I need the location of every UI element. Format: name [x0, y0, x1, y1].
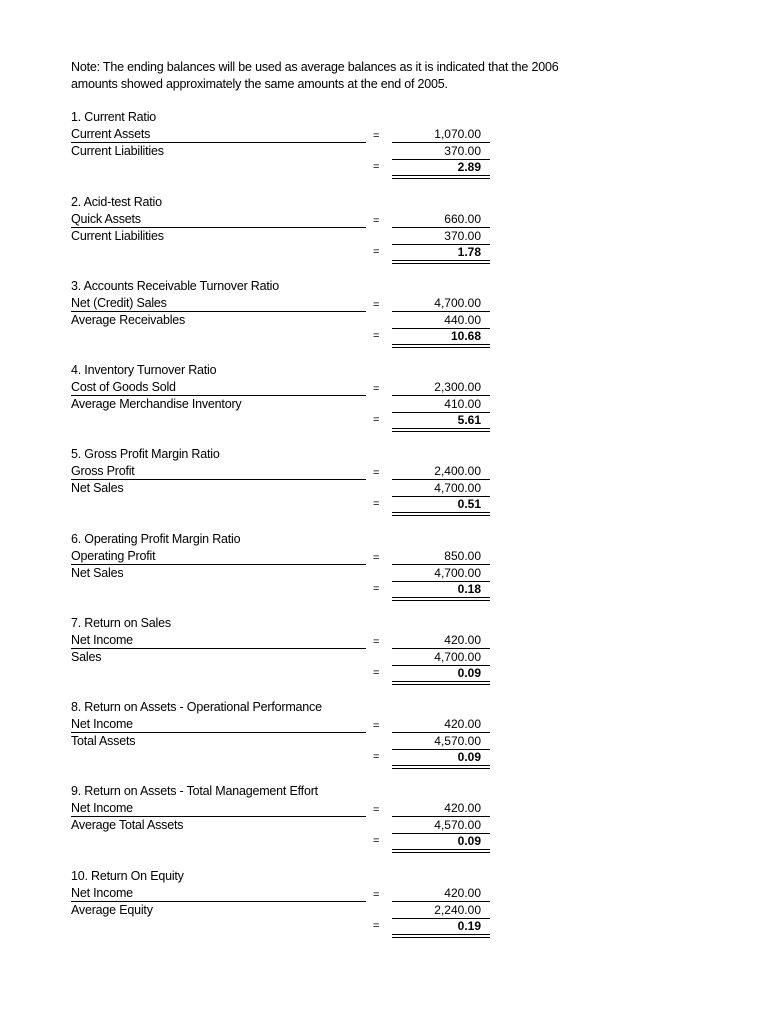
denominator-label: Total Assets	[71, 734, 136, 748]
ratio-block-roa-total-management	[0, 783, 768, 863]
numerator-label: Cost of Goods Sold	[71, 380, 176, 394]
result-double-underline	[392, 175, 490, 179]
result-equals-sign: =	[373, 751, 380, 763]
denominator-value: 4,700.00	[434, 481, 481, 495]
numerator-label: Net Income	[71, 633, 133, 647]
equals-sign: =	[373, 299, 380, 311]
ratio-result: 0.09	[457, 666, 481, 680]
numerator-label: Net Income	[71, 886, 133, 900]
numerator-value: 660.00	[444, 212, 481, 226]
result-double-underline	[392, 934, 490, 938]
result-double-underline	[392, 849, 490, 853]
equals-sign: =	[373, 889, 380, 901]
ratio-title: 1. Current Ratio	[71, 110, 157, 124]
numerator-value: 420.00	[444, 886, 481, 900]
denominator-value: 4,700.00	[434, 650, 481, 664]
ratio-title: 3. Accounts Receivable Turnover Ratio	[71, 279, 279, 293]
result-double-underline	[392, 765, 490, 769]
equals-sign: =	[373, 467, 380, 479]
denominator-value: 4,570.00	[434, 818, 481, 832]
numerator-label: Net (Credit) Sales	[71, 296, 167, 310]
denominator-label: Average Total Assets	[71, 818, 184, 832]
ratio-block-operating-profit-margin	[0, 531, 768, 611]
equals-sign: =	[373, 383, 380, 395]
result-equals-sign: =	[373, 583, 380, 595]
numerator-value: 420.00	[444, 633, 481, 647]
result-equals-sign: =	[373, 667, 380, 679]
result-equals-sign: =	[373, 498, 380, 510]
denominator-value: 4,570.00	[434, 734, 481, 748]
ratio-block-current-ratio	[0, 109, 768, 189]
denominator-label: Net Sales	[71, 481, 124, 495]
note	[71, 59, 691, 93]
ratio-block-roa-operational	[0, 699, 768, 779]
numerator-label: Current Assets	[71, 127, 151, 141]
numerator-value: 420.00	[444, 801, 481, 815]
numerator-value: 4,700.00	[434, 296, 481, 310]
denominator-label: Current Liabilities	[71, 229, 164, 243]
denominator-value: 370.00	[444, 144, 481, 158]
denominator-value: 410.00	[444, 397, 481, 411]
fraction-bar	[71, 648, 366, 649]
ratio-result: 5.61	[457, 413, 481, 427]
numerator-value: 2,400.00	[434, 464, 481, 478]
ratio-title: 2. Acid-test Ratio	[71, 195, 162, 209]
numerator-label: Quick Assets	[71, 212, 141, 226]
equals-sign: =	[373, 804, 380, 816]
numerator-value: 1,070.00	[434, 127, 481, 141]
equals-sign: =	[373, 130, 380, 142]
denominator-label: Average Receivables	[71, 313, 186, 327]
ratio-result: 2.89	[457, 160, 481, 174]
ratio-title: 6. Operating Profit Margin Ratio	[71, 532, 241, 546]
ratio-title: 9. Return on Assets - Total Management Effort	[71, 784, 318, 798]
ratio-result: 0.51	[457, 497, 481, 511]
numerator-value: 850.00	[444, 549, 481, 563]
equals-sign: =	[373, 552, 380, 564]
ratio-result: 10.68	[450, 329, 481, 343]
ratio-title: 5. Gross Profit Margin Ratio	[71, 447, 220, 461]
ratio-block-ar-turnover	[0, 278, 768, 358]
denominator-label: Net Sales	[71, 566, 124, 580]
result-double-underline	[392, 681, 490, 685]
ratio-result: 0.18	[457, 582, 481, 596]
result-equals-sign: =	[373, 414, 380, 426]
ratio-result: 1.78	[457, 245, 481, 259]
result-equals-sign: =	[373, 246, 380, 258]
denominator-value: 2,240.00	[434, 903, 481, 917]
ratio-title: 7. Return on Sales	[71, 616, 171, 630]
result-double-underline	[392, 597, 490, 601]
ratio-title: 10. Return On Equity	[71, 869, 184, 883]
denominator-value: 4,700.00	[434, 566, 481, 580]
denominator-label: Current Liabilities	[71, 144, 164, 158]
result-double-underline	[392, 344, 490, 348]
ratio-title: 4. Inventory Turnover Ratio	[71, 363, 217, 377]
ratio-block-acid-test-ratio	[0, 194, 768, 274]
numerator-value: 420.00	[444, 717, 481, 731]
ratio-block-return-on-sales	[0, 615, 768, 695]
denominator-label: Sales	[71, 650, 102, 664]
denominator-label: Average Merchandise Inventory	[71, 397, 242, 411]
equals-sign: =	[373, 720, 380, 732]
ratio-title: 8. Return on Assets - Operational Performance	[71, 700, 322, 714]
numerator-label: Gross Profit	[71, 464, 135, 478]
ratio-result: 0.09	[457, 750, 481, 764]
ratio-result: 0.19	[457, 919, 481, 933]
result-double-underline	[392, 428, 490, 432]
result-equals-sign: =	[373, 920, 380, 932]
numerator-value: 2,300.00	[434, 380, 481, 394]
ratio-block-return-on-equity	[0, 868, 768, 948]
result-double-underline	[392, 512, 490, 516]
denominator-value: 440.00	[444, 313, 481, 327]
ratio-block-gross-profit-margin	[0, 446, 768, 526]
note-line-1: Note: The ending balances will be used as average balances as it is indicated that the 2006	[71, 60, 559, 74]
ratio-block-inventory-turnover	[0, 362, 768, 442]
note-line-2: amounts showed approximately the same amounts at the end of 2005.	[71, 77, 448, 91]
result-double-underline	[392, 260, 490, 264]
numerator-label: Operating Profit	[71, 549, 156, 563]
numerator-label: Net Income	[71, 717, 133, 731]
equals-sign: =	[373, 215, 380, 227]
denominator-value: 370.00	[444, 229, 481, 243]
ratio-result: 0.09	[457, 834, 481, 848]
numerator-label: Net Income	[71, 801, 133, 815]
result-equals-sign: =	[373, 330, 380, 342]
result-equals-sign: =	[373, 161, 380, 173]
denominator-label: Average Equity	[71, 903, 153, 917]
result-equals-sign: =	[373, 835, 380, 847]
equals-sign: =	[373, 636, 380, 648]
